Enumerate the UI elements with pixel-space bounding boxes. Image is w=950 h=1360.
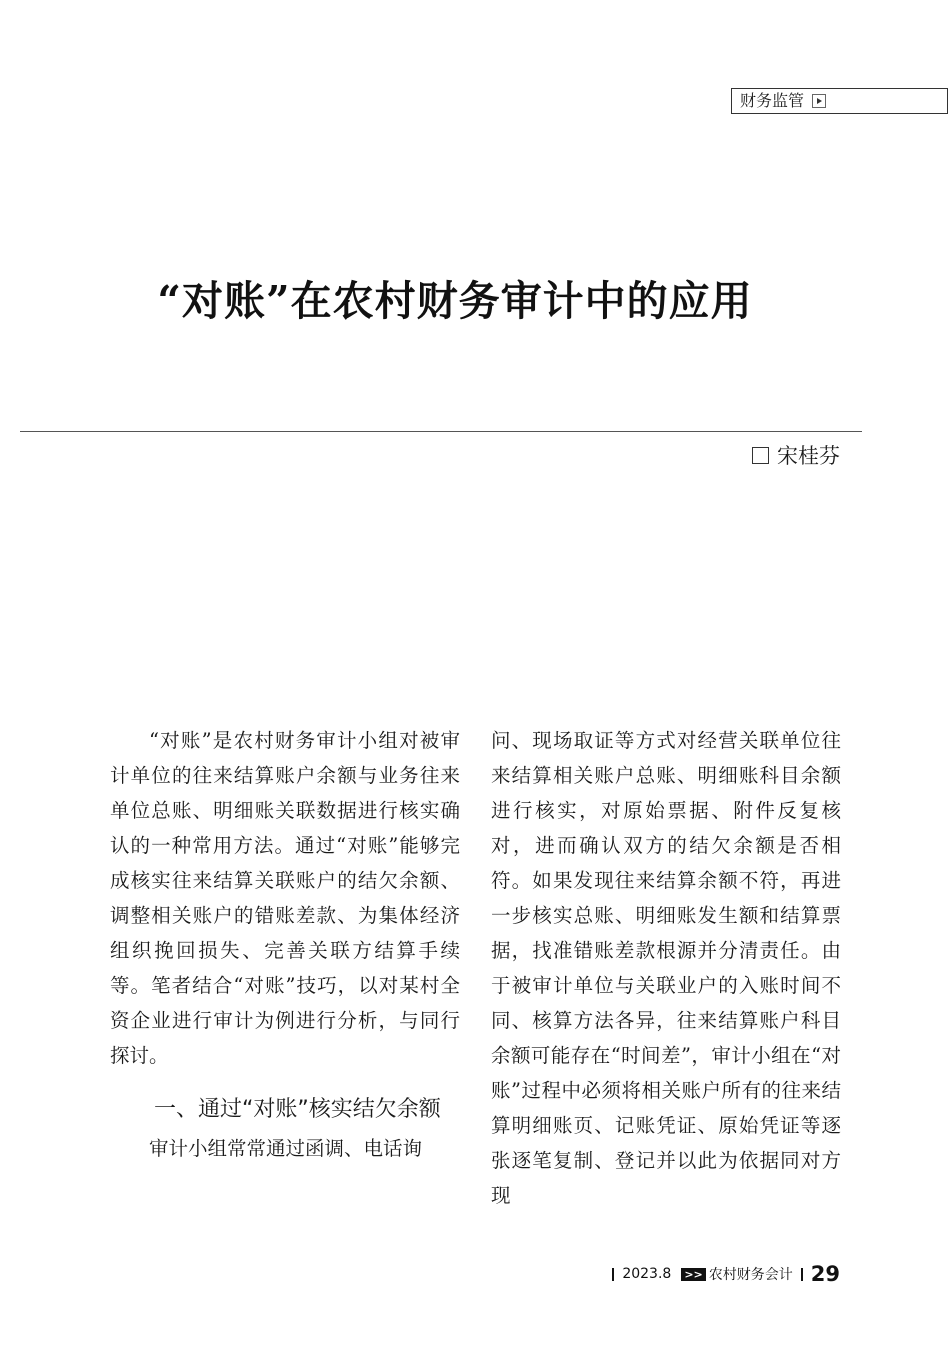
paragraph: 问、现场取证等方式对经营关联单位往来结算相关账户总账、明细账科目余额进行核实，对原始票据、附件反复核对，进而确认双方的结欠余额是否相符。如果发现往来结算余额不符，再进一步核实总账、明细账发生额和结算票据，找准错账差款根源并分清责任。由于被审计单位与关联业户的入账时间不同、核算方法各异，往来结算账户科目余额可能存在“时间差”，审计小组在“对账”过程中必须将相关账户所有的往来结算明细账页、记账凭证、原始凭证等逐张逐笔复制、登记并以此为依据同对方现 — [491, 729, 841, 1207]
page-footer — [604, 1262, 840, 1286]
square-icon — [752, 447, 769, 464]
section-heading: 一、通过“对账”核实结欠余额 — [154, 1097, 441, 1122]
divider-bar — [801, 1268, 803, 1281]
play-arrow-icon — [812, 94, 826, 108]
page-number: 29 — [810, 1262, 840, 1286]
issue-number: 2023.8 — [622, 1266, 672, 1282]
section-tag-label: 财务监管 — [740, 91, 805, 110]
section-tag — [731, 88, 948, 114]
author-line — [752, 440, 840, 470]
divider-bar — [612, 1268, 614, 1281]
left-column — [110, 723, 460, 1166]
journal-name: 农村财务会计 — [708, 1267, 793, 1283]
paragraph: “对账”是农村财务审计小组对被审计单位的往来结算账户余额与业务往来单位总账、明细账关联数据进行核实确认的一种常用方法。通过“对账”能够完成核实往来结算关联账户的结欠余额、调整相关账户的错账差款、为集体经济组织挽回损失、完善关联方结算手续等。笔者结合“对账”技巧，以对某村全资企业进行审计为例进行分析，与同行探讨。 — [110, 729, 460, 1067]
paragraph: 审计小组常常通过函调、电话询 — [149, 1137, 423, 1160]
double-chevron-icon: >> — [681, 1268, 705, 1281]
title-divider — [20, 431, 862, 432]
article-title: “对账”在农村财务审计中的应用 — [157, 277, 753, 325]
right-column — [491, 723, 841, 1213]
author-name: 宋桂芬 — [777, 444, 840, 468]
